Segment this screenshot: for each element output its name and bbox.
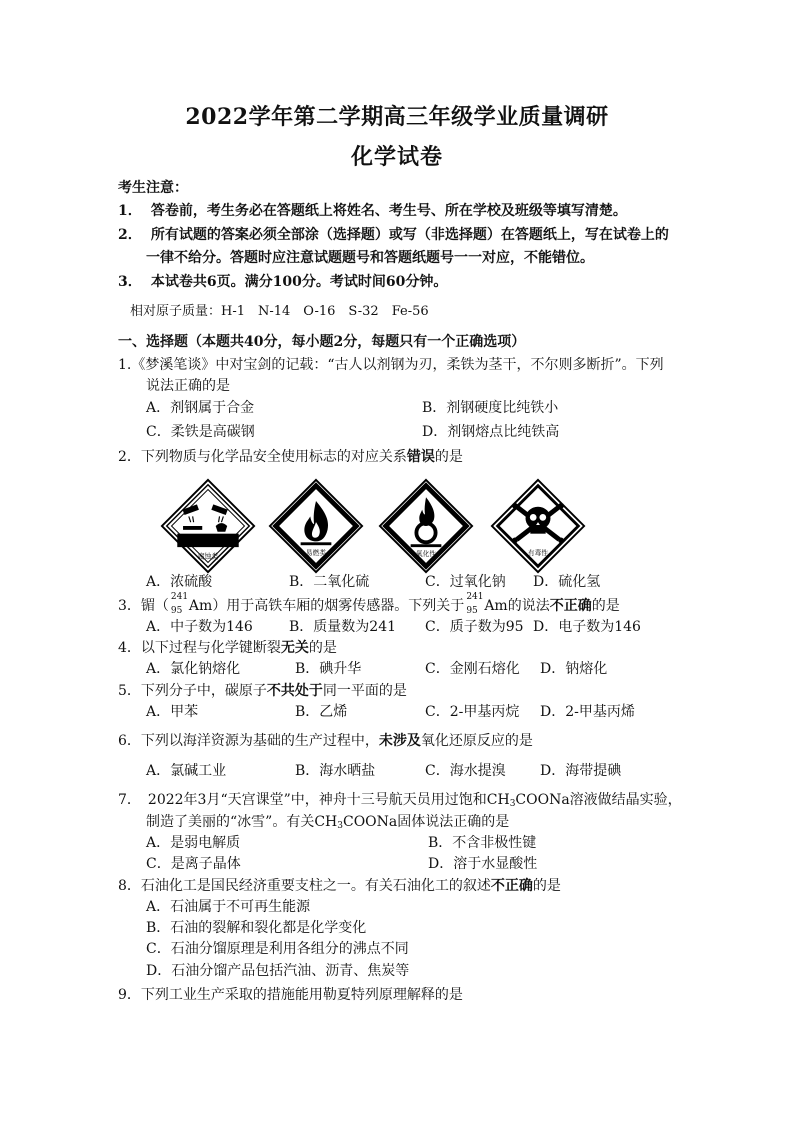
q4-stem-pre: 4．以下过程与化学键断裂 — [118, 640, 281, 656]
corrosive-icon — [160, 478, 256, 574]
q8-option-d: D．石油分馏产品包括汽油、沥青、焦炭等 — [146, 963, 410, 979]
q2-stem-bold: 错误 — [406, 449, 435, 465]
q7-option-b: B．不含非极性键 — [428, 835, 537, 851]
q3-symbol-2: Am — [484, 598, 508, 614]
q3-nuclide-2 — [464, 592, 484, 616]
notice-text-1: 答卷前，考生务必在答题纸上将姓名、考生号、所在学校及班级等填写清楚。 — [150, 203, 627, 219]
q7-option-d: D．溶于水显酸性 — [428, 856, 538, 872]
q3-option-a: A．中子数为146 — [146, 619, 253, 635]
q8-option-a: A．石油属于不可再生能源 — [146, 899, 311, 915]
q9-stem: 9．下列工业生产采取的措施能用勒夏特列原理解释的是 — [118, 987, 463, 1003]
q8-stem-pre: 8．石油化工是国民经济重要支柱之一。有关石油化工的叙述 — [118, 878, 491, 894]
q4-option-c: C．金刚石熔化 — [425, 661, 520, 677]
q8-option-b: B．石油的裂解和裂化都是化学变化 — [146, 920, 367, 936]
q1-option-c: C．柔铁是高碳钢 — [146, 424, 255, 440]
q5-option-b: B．乙烯 — [295, 704, 348, 720]
q5-stem-post: 同一平面的是 — [322, 683, 407, 699]
q1-option-d: D．剂钢熔点比纯铁高 — [422, 424, 560, 440]
q3-mass-number-2: 241 — [466, 592, 484, 602]
notice-item-3 — [118, 272, 447, 292]
q7-stem-line2-post: COONa固体说法正确的是 — [342, 814, 510, 830]
q6-option-a: A．氯碱工业 — [146, 763, 227, 779]
q4-option-a: A．氯化钠熔化 — [146, 661, 241, 677]
q7-option-c: C．是离子晶体 — [146, 856, 241, 872]
notice-text-3: 本试卷共6页。满分100分。考试时间60分钟。 — [150, 274, 448, 290]
q8-stem — [118, 876, 561, 896]
q7-subscript-1: 3 — [509, 799, 516, 809]
notice-num-3: 3． — [118, 274, 142, 290]
q7-stem-line1-pre: 7． 2022年3月“天宫课堂”中，神舟十三号航天员用过饱和CH — [118, 792, 510, 808]
q3-option-b: B．质量数为241 — [289, 619, 397, 635]
corrosive-sign — [160, 478, 256, 574]
toxic-label: 有毒性 — [527, 548, 549, 557]
q6-stem — [118, 731, 533, 751]
q5-stem-bold: 不共处于 — [266, 683, 323, 699]
q4-option-b: B．碘升华 — [295, 661, 362, 677]
q5-option-d: D．2-甲基丙烯 — [540, 704, 635, 720]
q2-option-a: A．浓硫酸 — [146, 574, 213, 590]
q5-stem-pre: 5．下列分子中，碳原子 — [118, 683, 267, 699]
q4-stem-bold: 无关 — [280, 640, 309, 656]
notice-num-1: 1． — [118, 203, 142, 219]
q3-stem-bold: 不正确 — [549, 598, 592, 614]
q7-stem — [118, 790, 682, 814]
q3-stem-post-pre: 的说法 — [507, 598, 550, 614]
q4-stem — [118, 638, 337, 658]
q8-stem-bold: 不正确 — [490, 878, 533, 894]
notice-item-2 — [118, 225, 669, 245]
q3-option-c: C．质子数为95 — [425, 619, 524, 635]
page-subtitle: 化学试卷 — [350, 144, 443, 170]
notice-text-2: 所有试题的答案必须全部涂（选择题）或写（非选择题）在答题纸上，写在试卷上的 — [150, 227, 669, 243]
q3-symbol-1: Am — [188, 598, 213, 614]
notice-text-2-cont: 一律不给分。答题时应注意试题题号和答题纸题号一一对应，不能错位。 — [146, 250, 594, 266]
q2-option-c: C．过氧化钠 — [425, 574, 506, 590]
q6-option-b: B．海水晒盐 — [295, 763, 376, 779]
notice-num-2: 2． — [118, 227, 142, 243]
q3-mass-number-1: 241 — [170, 592, 189, 602]
flame-icon — [268, 478, 364, 574]
q6-option-d: D．海带提碘 — [540, 763, 622, 779]
q2-stem-pre: 2．下列物质与化学品安全使用标志的对应关系 — [118, 449, 407, 465]
q3-option-d: D．电子数为146 — [533, 619, 641, 635]
q5-option-a: A．甲苯 — [146, 704, 199, 720]
q3-atomic-number-2: 95 — [466, 606, 478, 616]
q1-option-a: A．剂钢属于合金 — [146, 400, 255, 416]
notice-heading: 考生注意： — [118, 180, 188, 196]
q5-stem — [118, 681, 407, 701]
flammable-label: 易燃类 — [305, 548, 327, 557]
q2-stem — [118, 447, 463, 467]
section-heading: 一、选择题（本题共40分，每小题2分，每题只有一个正确选项） — [118, 334, 526, 350]
atomic-mass-line: 相对原子质量：H-1 N-14 O-16 S-32 Fe-56 — [130, 304, 429, 319]
flame-over-circle-icon — [378, 478, 474, 574]
q3-atomic-number-1: 95 — [170, 606, 183, 616]
q6-stem-post: 氧化还原反应的是 — [420, 733, 533, 749]
skull-icon — [490, 478, 586, 574]
q1-stem-cont: 说法正确的是 — [146, 378, 230, 394]
q1-stem: 1.《梦溪笔谈》中对宝剑的记载：“古人以剂钢为刃，柔铁为茎干，不尔则多断折”。下列 — [118, 357, 664, 373]
q3-stem-pre: 3．镅（ — [118, 598, 169, 614]
q3-stem — [118, 592, 620, 616]
q2-option-d: D．硫化氢 — [533, 574, 601, 590]
flammable-sign — [268, 478, 364, 574]
corrosive-label: 腐蚀类 — [197, 552, 219, 561]
notice-item-1 — [118, 201, 627, 221]
q6-stem-pre: 6．下列以海洋资源为基础的生产过程中， — [118, 733, 379, 749]
q7-stem-line2-pre: 制造了美丽的“冰雪”。有关CH — [146, 814, 338, 830]
q4-option-d: D．钠熔化 — [540, 661, 608, 677]
q3-nuclide-1 — [169, 592, 189, 616]
q6-stem-bold: 未涉及 — [378, 733, 421, 749]
q1-option-b: B．剂钢硬度比纯铁小 — [422, 400, 559, 416]
q3-stem-mid: ）用于高铁车厢的烟雾传感器。下列关于 — [212, 598, 465, 614]
q3-stem-end: 的是 — [591, 598, 620, 614]
q2-option-b: B．二氧化硫 — [289, 574, 370, 590]
q7-stem-line1-post: COONa溶液做结晶实验， — [515, 792, 682, 808]
q7-subscript-2: 3 — [337, 821, 343, 831]
q7-option-a: A．是弱电解质 — [146, 835, 241, 851]
q5-option-c: C．2-甲基丙烷 — [425, 704, 520, 720]
q8-option-c: C．石油分馏原理是利用各组分的沸点不同 — [146, 941, 409, 957]
q4-stem-post: 的是 — [308, 640, 337, 656]
oxidizer-sign — [378, 478, 474, 574]
q2-stem-post: 的是 — [434, 449, 463, 465]
page-title: 2022学年第二学期高三年级学业质量调研 — [185, 104, 609, 130]
oxidizer-label: 氧化性 — [415, 549, 437, 558]
q6-option-c: C．海水提溴 — [425, 763, 506, 779]
q8-stem-post: 的是 — [532, 878, 561, 894]
toxic-sign — [490, 478, 586, 574]
